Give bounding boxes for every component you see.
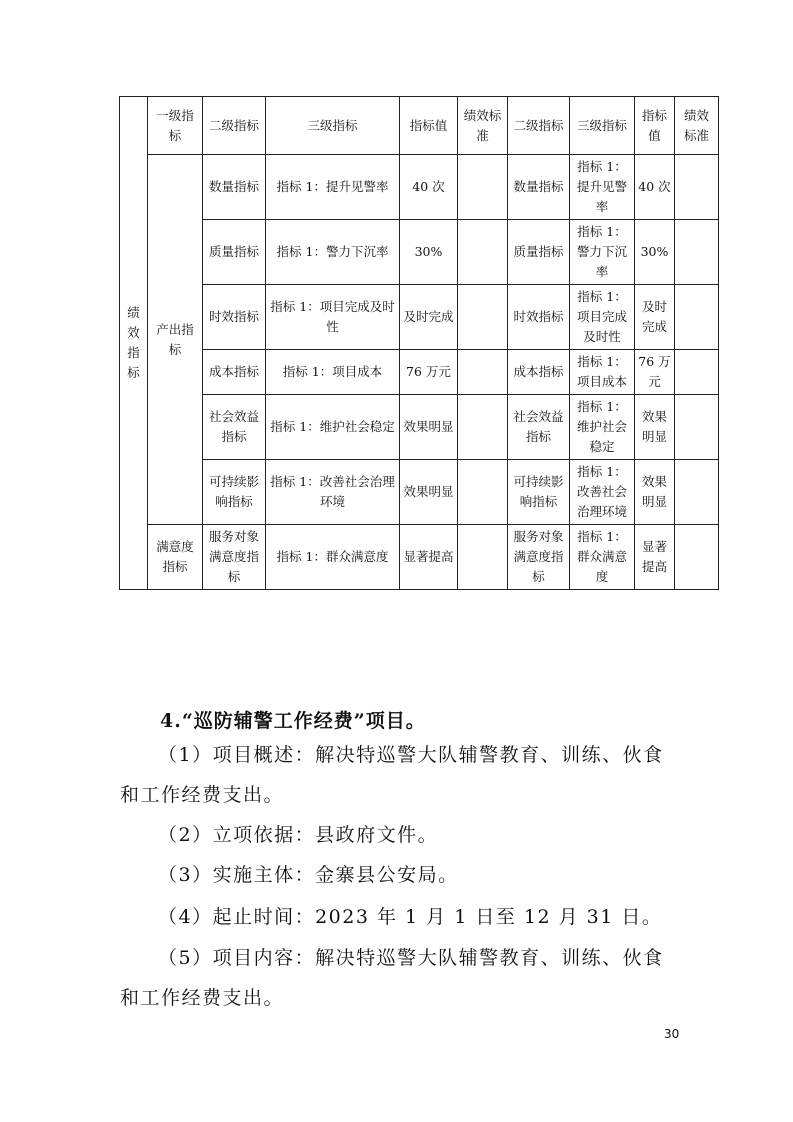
table-cell: 时效指标 — [508, 285, 570, 350]
table-cell — [675, 350, 719, 395]
group-label-cell: 绩效指标 — [120, 97, 148, 590]
satisfaction-indicator-cell: 满意度指标 — [148, 525, 203, 590]
page-number: 30 — [664, 1027, 680, 1041]
table-row — [120, 350, 719, 395]
table-cell — [675, 155, 719, 220]
section-heading: 4.“巡防辅警工作经费”项目。 — [160, 710, 426, 732]
table-cell: 可持续影响指标 — [508, 460, 570, 525]
table-cell: 可持续影响指标 — [203, 460, 266, 525]
table-cell: 显著提高 — [400, 525, 458, 590]
table-row — [120, 220, 719, 285]
header-cell: 指标值 — [635, 97, 675, 155]
table-cell: 效果明显 — [635, 395, 675, 460]
table-cell: 及时完成 — [400, 285, 458, 350]
table-row — [120, 525, 719, 590]
table-cell: 效果明显 — [635, 460, 675, 525]
table-cell: 服务对象满意度指标 — [203, 525, 266, 590]
table-cell: 显著提高 — [635, 525, 675, 590]
table-cell: 服务对象满意度指标 — [508, 525, 570, 590]
header-cell: 三级指标 — [570, 97, 635, 155]
table-cell: 76 万元 — [400, 350, 458, 395]
table-row — [120, 155, 719, 220]
table-cell: 40 次 — [400, 155, 458, 220]
performance-indicator-table — [119, 96, 719, 590]
table-cell: 指标 1：提升见警率 — [266, 155, 400, 220]
table-cell — [458, 220, 508, 285]
table-cell: 指标 1：维护社会稳定 — [570, 395, 635, 460]
table-cell: 指标 1：项目成本 — [266, 350, 400, 395]
output-indicator-cell: 产出指标 — [148, 155, 203, 525]
table-cell — [458, 525, 508, 590]
table-cell: 指标 1：警力下沉率 — [570, 220, 635, 285]
table-row — [120, 395, 719, 460]
table-cell: 数量指标 — [203, 155, 266, 220]
table-cell: 成本指标 — [508, 350, 570, 395]
table-cell: 社会效益指标 — [203, 395, 266, 460]
table-cell — [675, 285, 719, 350]
table-cell — [675, 220, 719, 285]
table-cell — [458, 395, 508, 460]
table-cell: 成本指标 — [203, 350, 266, 395]
table-cell: 30% — [635, 220, 675, 285]
project-implementer: （3）实施主体：金寨县公安局。 — [158, 864, 459, 886]
table-cell: 及时完成 — [635, 285, 675, 350]
table-cell — [458, 460, 508, 525]
table-cell: 指标 1：提升见警率 — [570, 155, 635, 220]
header-cell: 绩效标准 — [458, 97, 508, 155]
table-cell: 效果明显 — [400, 395, 458, 460]
table-row — [120, 460, 719, 525]
table-row — [120, 285, 719, 350]
table-cell: 76 万元 — [635, 350, 675, 395]
table-cell: 指标 1：项目完成及时性 — [266, 285, 400, 350]
table-cell — [675, 525, 719, 590]
table-cell: 数量指标 — [508, 155, 570, 220]
table-cell: 质量指标 — [203, 220, 266, 285]
table-cell: 指标 1：改善社会治理环境 — [570, 460, 635, 525]
table-cell: 30% — [400, 220, 458, 285]
table-cell: 社会效益指标 — [508, 395, 570, 460]
table-cell — [458, 350, 508, 395]
project-content: （5）项目内容：解决特巡警大队辅警教育、训练、伙食和工作经费支出。 — [120, 947, 664, 1009]
table-cell: 指标 1：群众满意度 — [266, 525, 400, 590]
header-cell: 三级指标 — [266, 97, 400, 155]
table-cell: 指标 1：项目完成及时性 — [570, 285, 635, 350]
table-cell: 指标 1：警力下沉率 — [266, 220, 400, 285]
header-cell: 绩效标准 — [675, 97, 719, 155]
project-overview: （1）项目概述：解决特巡警大队辅警教育、训练、伙食和工作经费支出。 — [120, 744, 664, 806]
table-cell: 指标 1：群众满意度 — [570, 525, 635, 590]
table-cell: 指标 1：改善社会治理环境 — [266, 460, 400, 525]
table-cell: 指标 1：项目成本 — [570, 350, 635, 395]
table-cell: 质量指标 — [508, 220, 570, 285]
table-cell: 指标 1：维护社会稳定 — [266, 395, 400, 460]
table-cell — [458, 155, 508, 220]
project-basis: （2）立项依据：县政府文件。 — [158, 824, 439, 846]
table-cell: 40 次 — [635, 155, 675, 220]
header-cell: 二级指标 — [203, 97, 266, 155]
table-cell: 效果明显 — [400, 460, 458, 525]
table-cell — [675, 395, 719, 460]
table-cell: 时效指标 — [203, 285, 266, 350]
project-period: （4）起止时间：2023 年 1 月 1 日至 12 月 31 日。 — [158, 906, 663, 928]
header-cell: 一级指标 — [148, 97, 203, 155]
table-cell — [675, 460, 719, 525]
header-cell: 二级指标 — [508, 97, 570, 155]
table-cell — [458, 285, 508, 350]
header-cell: 指标值 — [400, 97, 458, 155]
table-header-row — [120, 97, 719, 155]
